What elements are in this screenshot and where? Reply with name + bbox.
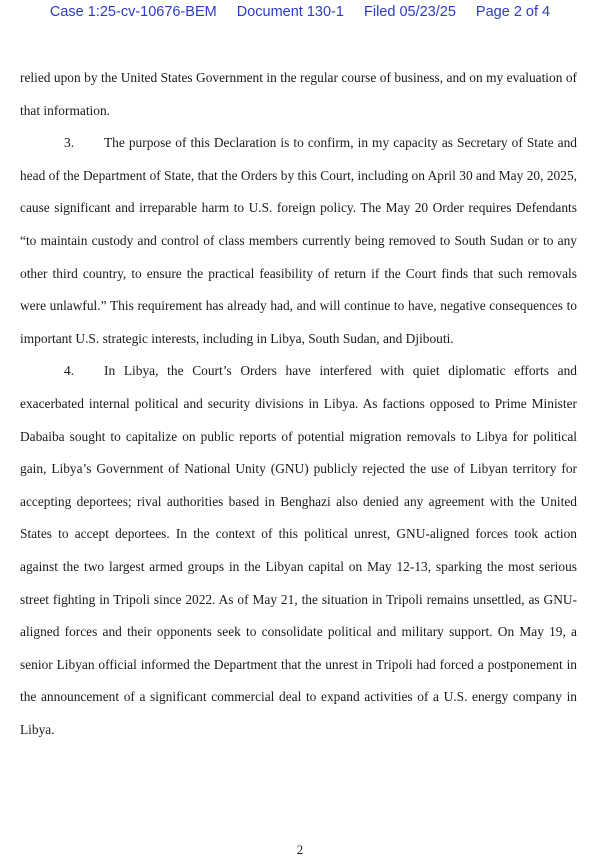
paragraph-4	[20, 355, 577, 746]
paragraph-number: 4.	[64, 363, 75, 379]
paragraph-number: 3.	[64, 135, 75, 151]
paragraph-text: In Libya, the Court’s Orders have interfered with quiet diplomatic efforts and exacerbated internal political and security divisions in Libya. As factions opposed to Prime Minister Dabaiba sought to capitalize on public reports of potential migration removals to Libya for political gain, Libya’s Government of National Unity (GNU) publicly rejected the use of Libyan territory for accepting deportees; rival authorities based in Benghazi also denied any agreement with the United States to accept deportees. In the context of this political unrest, GNU-aligned forces took action against the two largest armed groups in the Libyan capital on May 12-13, sparking the most serious street fighting in Tripoli since 2022. As of May 21, the situation in Tripoli remains unsettled, as GNU-aligned forces and their opponents seek to consolidate political and military support. On May 19, a senior Libyan official informed the Department that the unrest in Tripoli had forced a postponement in the announcement of a significant commercial deal to expand activities of a U.S. energy company in Libya.	[20, 363, 577, 737]
paragraph-continuation	[20, 62, 577, 127]
declaration-body	[20, 62, 577, 746]
page-indicator: Page 2 of 4	[475, 4, 551, 20]
ecf-header	[0, 4, 600, 20]
page-number: 2	[296, 842, 304, 857]
case-number: Case 1:25-cv-10676-BEM	[49, 4, 217, 20]
paragraph-3	[20, 127, 577, 355]
filed-date: Filed 05/23/25	[363, 4, 456, 20]
paragraph-text: The purpose of this Declaration is to confirm, in my capacity as Secretary of State and head of the Department of State, that the Orders by this Court, including on April 30 and May 20, 2025, cause significant and irreparable harm to U.S. foreign policy. The May 20 Order requires Defendants “to maintain custody and control of class members currently being removed to South Sudan or to any other third country, to ensure the practical feasibility of return if the Court finds that such removals were unlawful.” This requirement has already had, and will continue to have, negative consequences to important U.S. strategic interests, including in Libya, South Sudan, and Djibouti.	[20, 135, 577, 346]
paragraph-text: relied upon by the United States Government in the regular course of business, and on my evaluation of that information.	[20, 70, 577, 118]
document-number: Document 130-1	[236, 4, 344, 20]
